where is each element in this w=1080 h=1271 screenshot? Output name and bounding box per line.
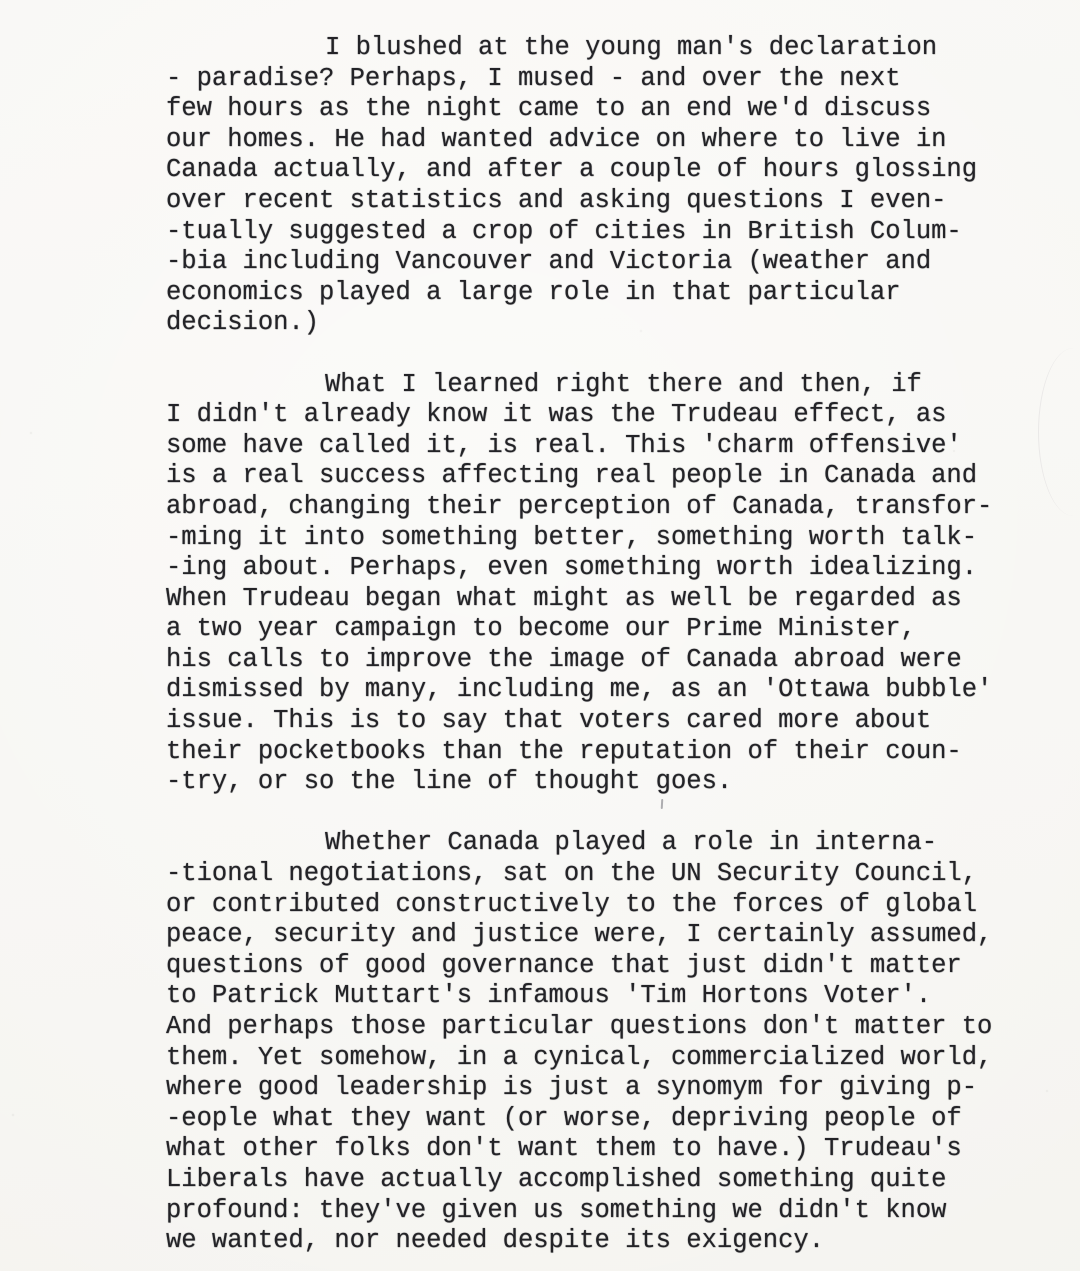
text-line: questions of good governance that just didn't matter xyxy=(166,950,962,980)
text-line: we wanted, nor needed despite its exigency. xyxy=(166,1226,825,1256)
text-line: profound: they've given us something we didn't know xyxy=(166,1195,947,1225)
paper-crease-artifact xyxy=(1038,348,1077,516)
text-line: -ming it into something better, something worth talk- xyxy=(166,522,978,552)
text-line: dismissed by many, including me, as an 'Ottawa bubble' xyxy=(166,675,993,705)
text-line: issue. This is to say that voters cared more about xyxy=(166,706,932,736)
text-line: to Patrick Muttart's infamous 'Tim Hortons Voter'. xyxy=(166,981,932,1011)
text-line: -ing about. Perhaps, even something worth idealizing. xyxy=(166,553,978,583)
text-line: I blushed at the young man's declaration xyxy=(325,33,938,62)
text-line: what other folks don't want them to have.) Trudeau's xyxy=(166,1134,962,1164)
text-line: a two year campaign to become our Prime Minister, xyxy=(166,614,916,644)
text-line: over recent statistics and asking questions I even- xyxy=(166,185,947,215)
paragraph xyxy=(166,33,1026,339)
text-line: economics played a large role in that particular xyxy=(166,277,901,307)
text-line: -tional negotiations, sat on the UN Security Council, xyxy=(166,859,978,889)
text-line: -try, or so the line of thought goes. xyxy=(166,767,733,797)
text-line: What I learned right there and then, if xyxy=(325,369,922,399)
text-line: or contributed constructively to the forces of global xyxy=(166,889,978,919)
text-line: peace, security and justice were, I certainly assumed, xyxy=(166,920,993,950)
text-line: some have called it, is real. This 'charm offensive' xyxy=(166,430,962,460)
text-line: abroad, changing their perception of Canada, transfor- xyxy=(166,491,993,521)
paragraph xyxy=(166,370,1026,798)
text-line: their pocketbooks than the reputation of their coun- xyxy=(166,736,962,766)
text-line: few hours as the night came to an end we'd discuss xyxy=(166,94,932,124)
typed-text-block xyxy=(166,33,1026,1271)
text-line: Canada actually, and after a couple of hours glossing xyxy=(166,155,978,185)
text-line: his calls to improve the image of Canada abroad were xyxy=(166,644,962,674)
text-line: I didn't already know it was the Trudeau effect, as xyxy=(166,400,947,430)
text-line: And perhaps those particular questions don't matter to xyxy=(166,1012,993,1041)
text-line: decision.) xyxy=(166,308,320,338)
scan-noise-specks xyxy=(0,0,2,2)
text-line: Liberals have actually accomplished something quite xyxy=(166,1164,947,1194)
text-line: -tually suggested a crop of cities in British Colum- xyxy=(166,216,962,246)
text-line: -eople what they want (or worse, depriving people of xyxy=(166,1103,962,1133)
text-line: Whether Canada played a role in interna- xyxy=(325,828,938,858)
text-line: where good leadership is just a synomym for giving p- xyxy=(166,1073,978,1103)
text-line: is a real success affecting real people in Canada and xyxy=(166,461,978,491)
paragraph xyxy=(166,828,1026,1256)
text-line: -bia including Vancouver and Victoria (weather and xyxy=(166,247,932,277)
text-line: them. Yet somehow, in a cynical, commercialized world, xyxy=(166,1042,993,1072)
text-line: our homes. He had wanted advice on where to live in xyxy=(166,124,947,154)
text-line: - paradise? Perhaps, I mused - and over the next xyxy=(166,63,901,93)
text-line: When Trudeau began what might as well be regarded as xyxy=(166,583,962,613)
